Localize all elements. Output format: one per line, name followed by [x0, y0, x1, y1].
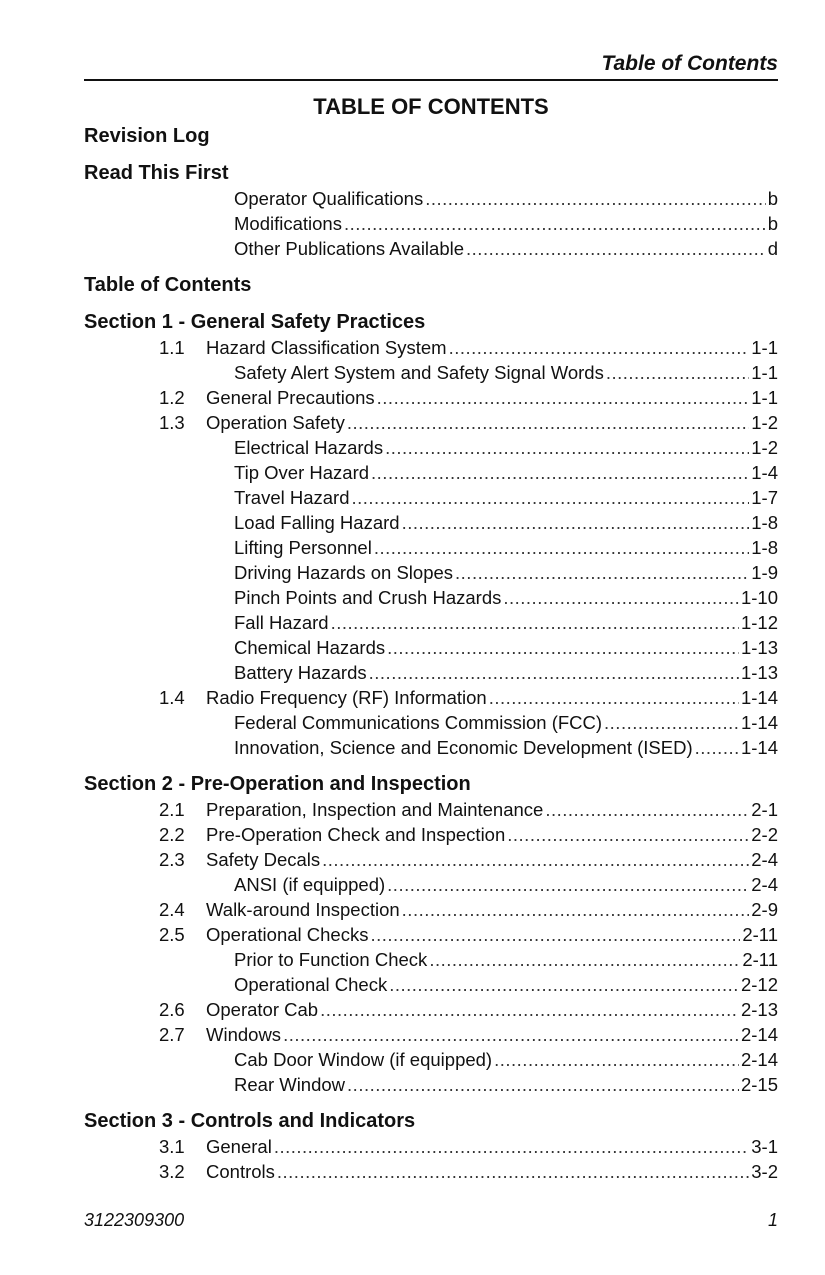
toc-entry-page: 2-4: [751, 874, 778, 895]
dot-leader: [369, 660, 739, 685]
toc-entry[interactable]: [84, 610, 778, 635]
toc-entry-title: Innovation, Science and Economic Development (ISED): [234, 737, 693, 758]
toc-entry-title: Operational Check: [234, 974, 388, 995]
toc-entry-line: [234, 435, 778, 460]
dot-leader: [604, 710, 739, 735]
toc-entry-number: 2.5: [159, 924, 185, 945]
toc-entry-title: Modifications: [234, 213, 342, 234]
dot-leader: [494, 1047, 739, 1072]
toc-entry-title: Other Publications Available: [234, 238, 465, 259]
toc-entry-page: 1-8: [751, 537, 778, 558]
toc-entry-page: 1-13: [740, 637, 778, 658]
toc-entry-title: Operator Qualifications: [234, 188, 424, 209]
toc-entry-number: 1.2: [159, 387, 185, 408]
toc-entry-page: b: [767, 213, 778, 234]
dot-leader: [371, 460, 749, 485]
toc-entry-page: 2-1: [751, 799, 778, 820]
toc-entry[interactable]: [84, 585, 778, 610]
toc-entry-title: General: [206, 1136, 272, 1157]
toc-entry-line: [234, 710, 778, 735]
toc-entry-line: [234, 460, 778, 485]
toc-entry-number: 1.1: [159, 337, 185, 358]
toc-entry-title: Hazard Classification System: [206, 337, 447, 358]
dot-leader: [402, 897, 750, 922]
toc-entry[interactable]: [84, 186, 778, 211]
toc-entry-line: [234, 560, 778, 585]
toc-entry-line: [206, 385, 778, 410]
toc-entry-title: Electrical Hazards: [234, 437, 384, 458]
toc-entry-title: Chemical Hazards: [234, 637, 386, 658]
toc-entry-page: 1-9: [751, 562, 778, 583]
toc-entry-number: 1.3: [159, 412, 185, 433]
toc-entry-line: [234, 186, 778, 211]
toc-entry[interactable]: [84, 635, 778, 660]
toc-entry-page: 2-14: [740, 1024, 778, 1045]
toc-entry-number: 2.3: [159, 849, 185, 870]
dot-leader: [387, 635, 739, 660]
toc-entry[interactable]: [84, 922, 778, 947]
dot-leader: [347, 410, 749, 435]
toc-entry-page: 1-1: [751, 387, 778, 408]
toc-entry[interactable]: [84, 385, 778, 410]
toc-entry-page: 2-4: [751, 849, 778, 870]
document-number: 3122309300: [84, 1210, 185, 1230]
toc-entry-line: [234, 1072, 778, 1097]
toc-entry-page: 1-2: [751, 437, 778, 458]
dot-leader: [331, 610, 739, 635]
toc-entry-page: 1-14: [740, 687, 778, 708]
running-header: Table of Contents: [601, 52, 778, 75]
dot-leader: [385, 435, 749, 460]
toc-entry-line: [206, 1022, 778, 1047]
toc-entry[interactable]: [84, 847, 778, 872]
toc-entry-line: [206, 922, 778, 947]
toc-entry-line: [234, 872, 778, 897]
toc-entry-line: [206, 1134, 778, 1159]
toc-entry-line: [234, 1047, 778, 1072]
toc-entry-number: 1.4: [159, 687, 185, 708]
toc-entry-title: Walk-around Inspection: [206, 899, 400, 920]
toc-entry-page: 1-1: [751, 337, 778, 358]
toc-entry-title: Windows: [206, 1024, 282, 1045]
toc-entry-page: 1-10: [740, 587, 778, 608]
toc-entry-title: Pinch Points and Crush Hazards: [234, 587, 502, 608]
toc-entry[interactable]: [84, 947, 778, 972]
toc-entry-number: 2.6: [159, 999, 185, 1020]
toc-entry-page: 2-2: [751, 824, 778, 845]
dot-leader: [489, 685, 739, 710]
dot-leader: [507, 822, 749, 847]
dot-leader: [455, 560, 749, 585]
toc-entry-line: [234, 485, 778, 510]
toc-entry[interactable]: [84, 897, 778, 922]
toc-entry-title: Radio Frequency (RF) Information: [206, 687, 487, 708]
toc-entry[interactable]: [84, 872, 778, 897]
toc-entry[interactable]: [84, 822, 778, 847]
toc-entry-line: [234, 510, 778, 535]
toc-entry-page: 1-14: [740, 712, 778, 733]
toc-entry-title: ANSI (if equipped): [234, 874, 386, 895]
dot-leader: [503, 585, 739, 610]
toc-entry-number: 3.1: [159, 1136, 185, 1157]
toc-entry[interactable]: [84, 460, 778, 485]
toc-entry-title: Operation Safety: [206, 412, 345, 433]
toc-entry-number: 2.1: [159, 799, 185, 820]
toc-entry-line: [206, 335, 778, 360]
toc-entry-title: Rear Window: [234, 1074, 346, 1095]
toc-entry-line: [234, 947, 778, 972]
toc-entry[interactable]: [84, 335, 778, 360]
dot-leader: [389, 972, 739, 997]
toc-entry-line: [234, 211, 778, 236]
toc-entry[interactable]: [84, 560, 778, 585]
toc-entry-title: Operator Cab: [206, 999, 319, 1020]
toc-entry-line: [206, 997, 778, 1022]
dot-leader: [449, 335, 750, 360]
toc-entry-number: 2.4: [159, 899, 185, 920]
toc-entry[interactable]: [84, 660, 778, 685]
toc-entry[interactable]: [84, 797, 778, 822]
toc-entry-title: General Precautions: [206, 387, 375, 408]
dot-leader: [606, 360, 749, 385]
toc-entry[interactable]: [84, 510, 778, 535]
dot-leader: [370, 922, 740, 947]
dot-leader: [344, 211, 766, 236]
toc-entry-line: [234, 585, 778, 610]
toc-entry-line: [206, 1159, 778, 1184]
toc-entry-page: 2-9: [751, 899, 778, 920]
toc-entry-title: Prior to Function Check: [234, 949, 428, 970]
toc-entry-title: Federal Communications Commission (FCC): [234, 712, 603, 733]
toc-section-heading[interactable]: Section 1 - General Safety Practices: [84, 311, 426, 333]
toc-entry-line: [234, 660, 778, 685]
toc-entry-title: Travel Hazard: [234, 487, 350, 508]
dot-leader: [283, 1022, 739, 1047]
dot-leader: [320, 997, 739, 1022]
toc-entry-title: Operational Checks: [206, 924, 369, 945]
toc-entry-page: 1-13: [740, 662, 778, 683]
toc-entry-page: 2-15: [740, 1074, 778, 1095]
toc-entry-page: 3-2: [751, 1161, 778, 1182]
dot-leader: [347, 1072, 739, 1097]
toc-entry[interactable]: [84, 435, 778, 460]
toc-entry-line: [206, 897, 778, 922]
toc-entry[interactable]: [84, 997, 778, 1022]
toc-entry-page: 1-12: [740, 612, 778, 633]
toc-entry-title: Load Falling Hazard: [234, 512, 400, 533]
toc-entry-page: 1-14: [740, 737, 778, 758]
toc-entry-page: 1-1: [751, 362, 778, 383]
dot-leader: [374, 535, 749, 560]
dot-leader: [277, 1159, 749, 1184]
toc-entry-title: Controls: [206, 1161, 275, 1182]
toc-entry[interactable]: [84, 1022, 778, 1047]
toc-entry-line: [206, 797, 778, 822]
table-of-contents: [84, 124, 778, 1184]
toc-entry[interactable]: [84, 1159, 778, 1184]
toc-entry-title: Fall Hazard: [234, 612, 329, 633]
toc-entry[interactable]: [84, 972, 778, 997]
toc-entry[interactable]: [84, 735, 778, 760]
toc-section-heading[interactable]: Section 3 - Controls and Indicators: [84, 1110, 416, 1132]
toc-entry-page: 2-12: [740, 974, 778, 995]
toc-entry-title: Pre-Operation Check and Inspection: [206, 824, 506, 845]
header-rule: [84, 79, 778, 81]
toc-section-heading[interactable]: Table of Contents: [84, 274, 252, 296]
toc-entry[interactable]: [84, 710, 778, 735]
toc-entry-number: 3.2: [159, 1161, 185, 1182]
toc-entry-title: Preparation, Inspection and Maintenance: [206, 799, 544, 820]
toc-entry-line: [234, 360, 778, 385]
toc-entry-page: 2-14: [740, 1049, 778, 1070]
toc-entry-line: [234, 610, 778, 635]
toc-entry[interactable]: [84, 236, 778, 261]
toc-entry[interactable]: [84, 360, 778, 385]
dot-leader: [429, 947, 740, 972]
toc-entry[interactable]: [84, 1134, 778, 1159]
toc-entry-title: Tip Over Hazard: [234, 462, 370, 483]
toc-entry[interactable]: [84, 535, 778, 560]
toc-entry-title: Cab Door Window (if equipped): [234, 1049, 493, 1070]
toc-entry[interactable]: [84, 410, 778, 435]
dot-leader: [274, 1134, 749, 1159]
dot-leader: [545, 797, 749, 822]
toc-entry-line: [234, 635, 778, 660]
dot-leader: [695, 735, 739, 760]
toc-entry-page: 3-1: [751, 1136, 778, 1157]
toc-entry-line: [206, 847, 778, 872]
toc-entry-page: 1-7: [751, 487, 778, 508]
dot-leader: [425, 186, 766, 211]
toc-entry-page: 2-13: [740, 999, 778, 1020]
toc-entry-line: [234, 972, 778, 997]
toc-entry-page: b: [767, 188, 778, 209]
toc-entry-page: d: [767, 238, 778, 259]
page-number: 1: [767, 1210, 778, 1230]
toc-entry-page: 2-11: [742, 924, 778, 945]
dot-leader: [466, 236, 766, 261]
dot-leader: [387, 872, 749, 897]
toc-entry[interactable]: [84, 485, 778, 510]
toc-section-heading[interactable]: Section 2 - Pre-Operation and Inspection: [84, 773, 471, 795]
toc-entry-line: [234, 535, 778, 560]
toc-entry[interactable]: [84, 685, 778, 710]
toc-entry-line: [234, 735, 778, 760]
toc-entry-title: Driving Hazards on Slopes: [234, 562, 454, 583]
toc-entry-page: 1-4: [751, 462, 778, 483]
dot-leader: [402, 510, 750, 535]
toc-entry-line: [206, 685, 778, 710]
toc-section-heading[interactable]: Read This First: [84, 162, 229, 184]
toc-entry-title: Safety Alert System and Safety Signal Words: [234, 362, 604, 383]
toc-entry-line: [206, 410, 778, 435]
toc-entry-title: Battery Hazards: [234, 662, 367, 683]
page-title: TABLE OF CONTENTS: [313, 94, 549, 119]
dot-leader: [322, 847, 749, 872]
dot-leader: [377, 385, 750, 410]
toc-entry-line: [206, 822, 778, 847]
toc-entry[interactable]: [84, 1072, 778, 1097]
toc-section-heading[interactable]: Revision Log: [84, 125, 210, 147]
toc-entry[interactable]: [84, 1047, 778, 1072]
toc-entry-title: Safety Decals: [206, 849, 321, 870]
toc-entry-page: 1-2: [751, 412, 778, 433]
dot-leader: [352, 485, 750, 510]
toc-entry[interactable]: [84, 211, 778, 236]
toc-entry-number: 2.7: [159, 1024, 185, 1045]
toc-entry-page: 2-11: [742, 949, 778, 970]
toc-entry-number: 2.2: [159, 824, 185, 845]
toc-entry-page: 1-8: [751, 512, 778, 533]
toc-entry-title: Lifting Personnel: [234, 537, 372, 558]
toc-entry-line: [234, 236, 778, 261]
